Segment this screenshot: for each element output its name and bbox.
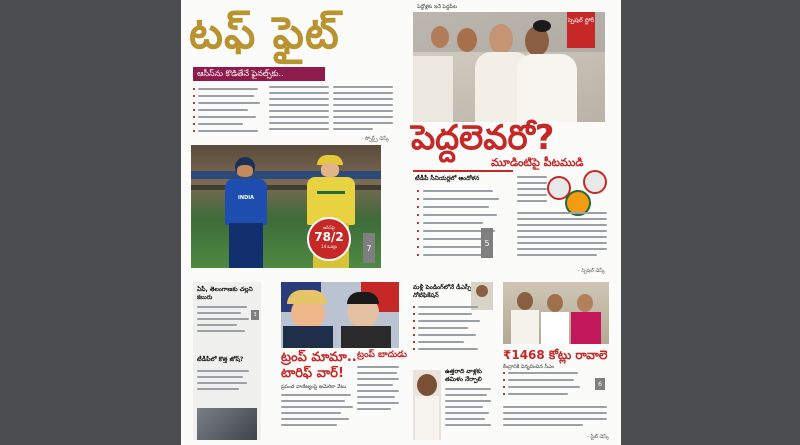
brief-box (193, 282, 261, 440)
col2b-body (357, 366, 403, 436)
score-value: 78/2 (314, 230, 344, 244)
col2-headline-2: టారిఫ్ వార్! (281, 366, 344, 381)
col2b-headline: ట్రంప్ బాదుడు (357, 350, 407, 360)
brief-title-2: టీడీపీలో కొత్త జోష్? (197, 356, 244, 363)
page-ref: 6 (595, 378, 605, 390)
article-body (269, 84, 395, 140)
col4-body (503, 372, 609, 434)
score-badge (307, 217, 351, 261)
col3-title: మళ్లీ పెండింగ్‌లోనే డీఎస్సీ నోటిఫికేషన్ (413, 284, 472, 299)
meeting-photo (503, 282, 609, 344)
brief-title: ఏపీ, తెలంగాణకు చల్లని కబురు (197, 286, 253, 301)
col4-headline: ₹1468 కోట్లు రావాలె (503, 348, 608, 362)
street-photo (197, 408, 257, 440)
main-headline: టఫ్ ఫైట్ (189, 8, 340, 59)
special-story-label: స్పెషల్ స్టోరీ (567, 17, 595, 24)
newspaper-page (181, 0, 621, 445)
story-headline: పెద్దలెవరో? (411, 118, 555, 158)
politicians-photo (413, 12, 605, 122)
story-subhead: మూడింటిపై పీటముడి (491, 156, 584, 169)
page-ref: 3 (251, 310, 259, 320)
score-label: ఆసీస్‌పై (323, 225, 335, 230)
bullet-list (193, 86, 263, 142)
page-ref: 5 (481, 228, 493, 258)
col3b-body (445, 388, 495, 440)
special-story-tag (567, 12, 595, 48)
trump-xi-photo (281, 282, 399, 348)
byline: - స్టేట్ డెస్క్ (587, 434, 609, 440)
score-overs: 14 ఓవర్లు (321, 244, 337, 249)
col3-body (413, 306, 493, 362)
subhead-banner: ఆసీస్‌ను కొడితేనే ఫైనల్స్‌కు.. (193, 67, 325, 81)
article-body-right (517, 176, 609, 274)
player-india: INDIA (221, 157, 271, 268)
col2-body (281, 394, 361, 440)
col2-subhead: ప్రపంచ వాణిజ్యంపై అమెరికా వేటు (281, 384, 347, 390)
kicker: పెద్దోళ్లకు ఇదే పెద్దపీట (417, 4, 457, 10)
byline: - స్పోర్ట్స్ డెస్క్ (361, 136, 389, 142)
cricket-photo (191, 145, 381, 268)
sidebar-box (413, 170, 513, 272)
stalin-photo (413, 370, 441, 440)
col4-subhead: కేంద్రానికి విన్నవించిన సీఎం (503, 364, 555, 370)
col3b-title: ఉత్తరాది వాళ్లకు తమిళం నేర్పాలి (445, 368, 482, 383)
page-ref: 7 (363, 233, 375, 263)
byline: - స్పెషల్ డెస్క్ (578, 268, 605, 274)
col2-headline-1: ట్రంప్ మామా.. (281, 350, 357, 365)
sidebar-title: టీడీపీ సీనియర్లలో ఆందోళన (415, 175, 480, 182)
